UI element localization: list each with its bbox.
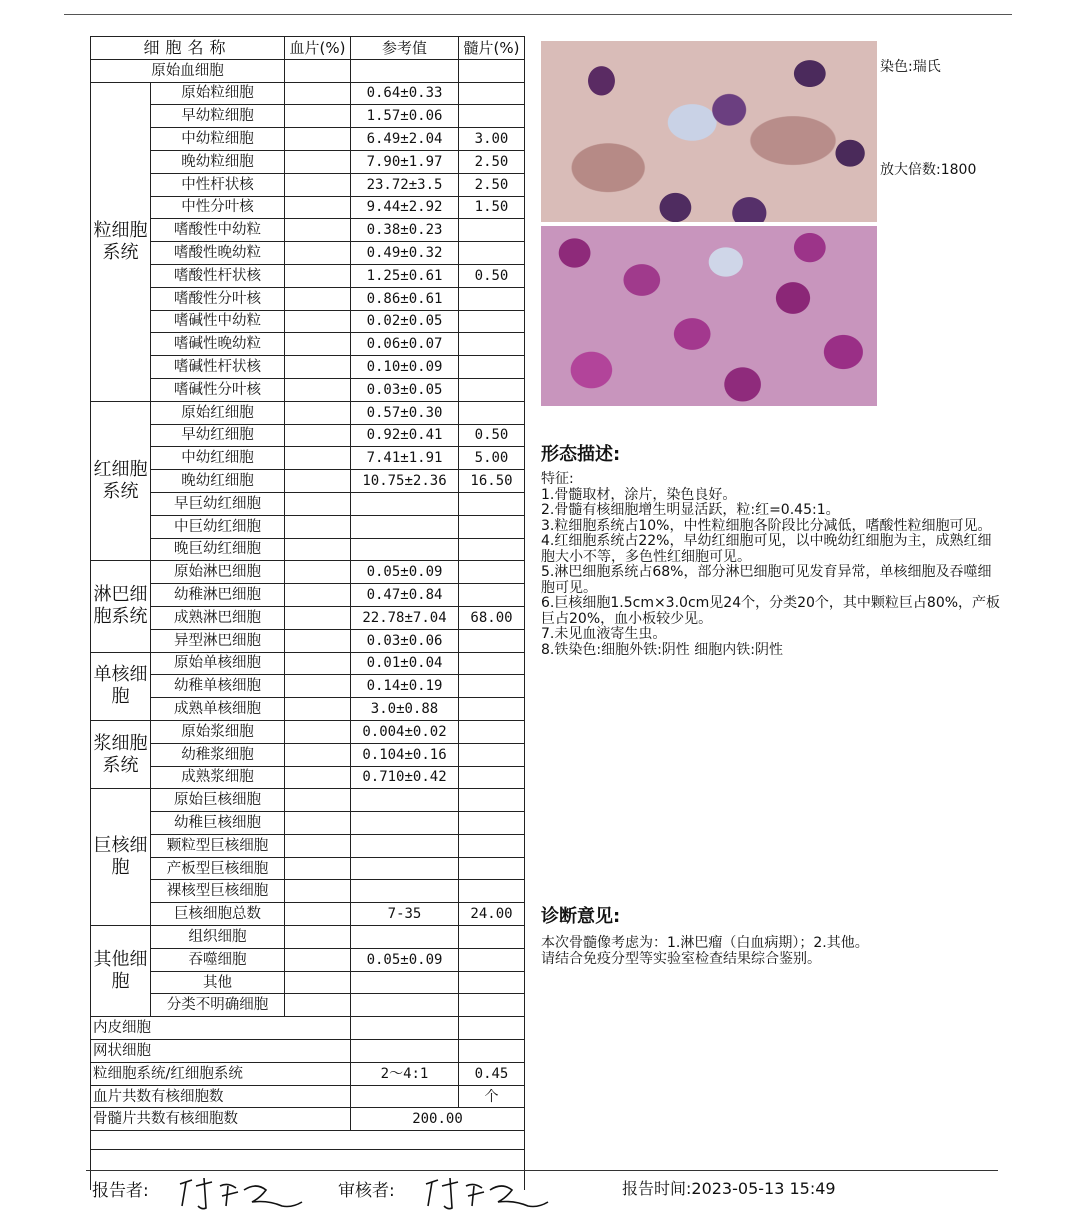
reference-value bbox=[351, 857, 459, 880]
morphology-line: 7.未见血液寄生虫。 bbox=[541, 626, 667, 642]
morphology-description bbox=[541, 472, 1001, 658]
blood-value bbox=[285, 743, 351, 766]
morphology-line: 4.红细胞系统占22%，早幼红细胞可见，以中晚幼红细胞为主，成熟红细胞大小不等，多色性红细胞可见。 bbox=[541, 533, 992, 565]
reference-value: 7.41±1.91 bbox=[351, 447, 459, 470]
header-cell-name: 细胞名称 bbox=[91, 37, 285, 60]
cell-count-table bbox=[90, 36, 525, 1190]
blood-value bbox=[285, 584, 351, 607]
blood-value bbox=[285, 287, 351, 310]
marrow-value bbox=[459, 310, 525, 333]
blood-count-row-label: 血片共数有核细胞数 bbox=[91, 1085, 351, 1108]
blood-value bbox=[285, 834, 351, 857]
table-row bbox=[91, 766, 525, 789]
blood-value bbox=[285, 629, 351, 652]
table-row bbox=[91, 492, 525, 515]
cell-name: 原始巨核细胞 bbox=[151, 789, 285, 812]
blood-value bbox=[285, 561, 351, 584]
reference-value: 0.710±0.42 bbox=[351, 766, 459, 789]
cell-name: 组织细胞 bbox=[151, 926, 285, 949]
marrow-value bbox=[459, 880, 525, 903]
reference-value: 0.03±0.06 bbox=[351, 629, 459, 652]
reference-value: 0.05±0.09 bbox=[351, 561, 459, 584]
cell-name: 异型淋巴细胞 bbox=[151, 629, 285, 652]
cell-name: 成熟淋巴细胞 bbox=[151, 606, 285, 629]
blood-value bbox=[285, 515, 351, 538]
blood-value bbox=[285, 492, 351, 515]
bottom-rule bbox=[86, 1170, 998, 1171]
reference-value bbox=[351, 789, 459, 812]
reference-value: 10.75±2.36 bbox=[351, 470, 459, 493]
table-row bbox=[91, 150, 525, 173]
table-row bbox=[91, 812, 525, 835]
reference-value: 6.49±2.04 bbox=[351, 128, 459, 151]
cell-name: 原始浆细胞 bbox=[151, 720, 285, 743]
table-row bbox=[91, 333, 525, 356]
endothelial-row-label: 内皮细胞 bbox=[91, 1017, 351, 1040]
marrow-value bbox=[459, 538, 525, 561]
table-row bbox=[91, 698, 525, 721]
cell-name: 嗜碱性中幼粒 bbox=[151, 310, 285, 333]
morphology-line: 5.淋巴细胞系统占68%，部分淋巴细胞可见发育异常，单核细胞及吞噬细胞可见。 bbox=[541, 564, 992, 596]
marrow-value bbox=[459, 219, 525, 242]
marrow-value: 3.00 bbox=[459, 128, 525, 151]
blood-count-row-reference bbox=[351, 1085, 459, 1108]
reference-value bbox=[351, 812, 459, 835]
cell-name: 嗜酸性分叶核 bbox=[151, 287, 285, 310]
cell-name: 早幼红细胞 bbox=[151, 424, 285, 447]
marrow-value bbox=[459, 698, 525, 721]
reference-value: 0.05±0.09 bbox=[351, 948, 459, 971]
endothelial-row-marrow bbox=[459, 1017, 525, 1040]
blood-value bbox=[285, 447, 351, 470]
marrow-value: 5.00 bbox=[459, 447, 525, 470]
cell-name: 嗜碱性杆状核 bbox=[151, 356, 285, 379]
cell-name: 嗜酸性中幼粒 bbox=[151, 219, 285, 242]
table-row bbox=[91, 926, 525, 949]
ratio-row-marrow: 0.45 bbox=[459, 1062, 525, 1085]
reviewer-label: 审核者: bbox=[338, 1181, 395, 1201]
table-row bbox=[91, 242, 525, 265]
reference-value bbox=[351, 994, 459, 1017]
header-blood-percent: 血片(%) bbox=[285, 37, 351, 60]
cell-name: 原始单核细胞 bbox=[151, 652, 285, 675]
diagnosis-line: 请结合免疫分型等实验室检查结果综合鉴别。 bbox=[541, 950, 821, 967]
morphology-line: 1.骨髓取材，涂片，染色良好。 bbox=[541, 486, 737, 503]
cell-name: 原始血细胞 bbox=[91, 59, 285, 82]
cell-name: 中幼粒细胞 bbox=[151, 128, 285, 151]
table-row bbox=[91, 59, 525, 82]
cell-name: 中性杆状核 bbox=[151, 173, 285, 196]
blank-row bbox=[91, 1131, 525, 1150]
blood-value bbox=[285, 128, 351, 151]
reference-value: 1.25±0.61 bbox=[351, 264, 459, 287]
reporter-label: 报告者: bbox=[92, 1181, 149, 1201]
blood-value bbox=[285, 105, 351, 128]
cell-name: 吞噬细胞 bbox=[151, 948, 285, 971]
blood-value bbox=[285, 606, 351, 629]
table-row bbox=[91, 789, 525, 812]
table-body bbox=[91, 59, 525, 1190]
table-row bbox=[91, 219, 525, 242]
morphology-title: 形态描述: bbox=[541, 444, 621, 465]
reference-value: 0.92±0.41 bbox=[351, 424, 459, 447]
reporter-signature bbox=[172, 1172, 312, 1212]
cell-name: 原始粒细胞 bbox=[151, 82, 285, 105]
cell-name: 其他 bbox=[151, 971, 285, 994]
marrow-value bbox=[459, 926, 525, 949]
marrow-value bbox=[459, 652, 525, 675]
reference-value bbox=[351, 971, 459, 994]
blood-value bbox=[285, 378, 351, 401]
reference-value: 1.57±0.06 bbox=[351, 105, 459, 128]
blood-value bbox=[285, 333, 351, 356]
marrow-value bbox=[459, 743, 525, 766]
marrow-value: 16.50 bbox=[459, 470, 525, 493]
reference-value bbox=[351, 834, 459, 857]
morphology-line: 2.骨髓有核细胞增生明显活跃，粒:红=0.45:1。 bbox=[541, 502, 840, 518]
blood-count-row bbox=[91, 1085, 525, 1108]
table-row bbox=[91, 857, 525, 880]
diagnosis-text bbox=[541, 936, 1001, 967]
table-row bbox=[91, 470, 525, 493]
endothelial-row bbox=[91, 1017, 525, 1040]
reference-value bbox=[351, 538, 459, 561]
table-row bbox=[91, 378, 525, 401]
reference-value: 0.02±0.05 bbox=[351, 310, 459, 333]
cell-name: 早巨幼红细胞 bbox=[151, 492, 285, 515]
micrograph-top bbox=[541, 41, 877, 222]
blood-value bbox=[285, 196, 351, 219]
cell-name: 原始淋巴细胞 bbox=[151, 561, 285, 584]
cell-name: 巨核细胞总数 bbox=[151, 903, 285, 926]
marrow-value bbox=[459, 242, 525, 265]
blood-value bbox=[285, 538, 351, 561]
reference-value: 23.72±3.5 bbox=[351, 173, 459, 196]
blood-value bbox=[285, 470, 351, 493]
table-row bbox=[91, 401, 525, 424]
blood-value bbox=[285, 675, 351, 698]
reference-value: 7-35 bbox=[351, 903, 459, 926]
cell-name: 幼稚浆细胞 bbox=[151, 743, 285, 766]
marrow-value bbox=[459, 629, 525, 652]
blood-value bbox=[285, 264, 351, 287]
reference-value: 0.64±0.33 bbox=[351, 82, 459, 105]
table-row bbox=[91, 834, 525, 857]
report-time: 报告时间:2023-05-13 15:49 bbox=[622, 1179, 836, 1198]
blood-value bbox=[285, 82, 351, 105]
cell-name: 嗜碱性分叶核 bbox=[151, 378, 285, 401]
reference-value: 0.38±0.23 bbox=[351, 219, 459, 242]
marrow-value bbox=[459, 59, 525, 82]
reference-value: 9.44±2.92 bbox=[351, 196, 459, 219]
table-row bbox=[91, 652, 525, 675]
reference-value bbox=[351, 880, 459, 903]
marrow-value: 2.50 bbox=[459, 150, 525, 173]
group-label: 浆细胞系统 bbox=[91, 720, 151, 788]
cell-name: 产板型巨核细胞 bbox=[151, 857, 285, 880]
table-row bbox=[91, 173, 525, 196]
reference-value: 0.86±0.61 bbox=[351, 287, 459, 310]
cell-name: 嗜酸性杆状核 bbox=[151, 264, 285, 287]
table-header-row bbox=[91, 37, 525, 60]
morphology-line: 6.巨核细胞1.5cm×3.0cm见24个，分类20个，其中颗粒巨占80%，产板巨占20%，血小板较少见。 bbox=[541, 595, 1001, 627]
reference-value: 0.03±0.05 bbox=[351, 378, 459, 401]
blood-value bbox=[285, 698, 351, 721]
marrow-value: 2.50 bbox=[459, 173, 525, 196]
group-label: 巨核细胞 bbox=[91, 789, 151, 926]
blood-value bbox=[285, 356, 351, 379]
marrow-value: 68.00 bbox=[459, 606, 525, 629]
table-row bbox=[91, 903, 525, 926]
cell-name: 颗粒型巨核细胞 bbox=[151, 834, 285, 857]
marrow-value bbox=[459, 105, 525, 128]
morphology-line: 3.粒细胞系统占10%，中性粒细胞各阶段比分减低，嗜酸性粒细胞可见。 bbox=[541, 517, 992, 534]
marrow-value: 1.50 bbox=[459, 196, 525, 219]
table-row bbox=[91, 82, 525, 105]
diagnosis-line: 本次骨髓像考虑为：1.淋巴瘤（白血病期）；2.其他。 bbox=[541, 935, 869, 951]
table-row bbox=[91, 675, 525, 698]
blood-value bbox=[285, 880, 351, 903]
magnification-label: 放大倍数:1800 bbox=[880, 162, 977, 178]
morphology-line: 8.铁染色:细胞外铁:阴性 细胞内铁:阴性 bbox=[541, 641, 783, 658]
blood-value bbox=[285, 310, 351, 333]
reference-value: 0.47±0.84 bbox=[351, 584, 459, 607]
cell-name: 晚幼粒细胞 bbox=[151, 150, 285, 173]
marrow-value: 0.50 bbox=[459, 424, 525, 447]
micrograph-bottom bbox=[541, 226, 877, 406]
reference-value bbox=[351, 926, 459, 949]
marrow-value bbox=[459, 857, 525, 880]
ratio-row bbox=[91, 1062, 525, 1085]
cell-name: 晚巨幼红细胞 bbox=[151, 538, 285, 561]
marrow-value bbox=[459, 675, 525, 698]
marrow-value bbox=[459, 948, 525, 971]
table-row bbox=[91, 629, 525, 652]
blood-value bbox=[285, 766, 351, 789]
reference-value: 0.06±0.07 bbox=[351, 333, 459, 356]
table-row bbox=[91, 606, 525, 629]
marrow-count-row bbox=[91, 1108, 525, 1131]
marrow-value bbox=[459, 378, 525, 401]
table-row bbox=[91, 743, 525, 766]
blood-value bbox=[285, 926, 351, 949]
cell-name: 分类不明确细胞 bbox=[151, 994, 285, 1017]
stain-label: 染色:瑞氏 bbox=[880, 59, 941, 75]
reference-value: 0.49±0.32 bbox=[351, 242, 459, 265]
group-label: 粒细胞系统 bbox=[91, 82, 151, 401]
reference-value: 0.004±0.02 bbox=[351, 720, 459, 743]
blood-value bbox=[285, 150, 351, 173]
table-row bbox=[91, 424, 525, 447]
marrow-value bbox=[459, 561, 525, 584]
blood-value bbox=[285, 173, 351, 196]
blood-value bbox=[285, 424, 351, 447]
marrow-value: 0.50 bbox=[459, 264, 525, 287]
reference-value bbox=[351, 59, 459, 82]
blood-value bbox=[285, 948, 351, 971]
cell-name: 成熟浆细胞 bbox=[151, 766, 285, 789]
morphology-line: 特征: bbox=[541, 471, 574, 487]
blood-value bbox=[285, 903, 351, 926]
reference-value: 22.78±7.04 bbox=[351, 606, 459, 629]
top-rule bbox=[64, 14, 1012, 15]
cell-name: 嗜碱性晚幼粒 bbox=[151, 333, 285, 356]
table-row bbox=[91, 994, 525, 1017]
cell-name: 早幼粒细胞 bbox=[151, 105, 285, 128]
table-row bbox=[91, 971, 525, 994]
table-row bbox=[91, 196, 525, 219]
marrow-value bbox=[459, 834, 525, 857]
marrow-value bbox=[459, 584, 525, 607]
group-label: 红细胞系统 bbox=[91, 401, 151, 561]
reference-value: 0.01±0.04 bbox=[351, 652, 459, 675]
reference-value: 3.0±0.88 bbox=[351, 698, 459, 721]
cell-name: 幼稚单核细胞 bbox=[151, 675, 285, 698]
marrow-value bbox=[459, 789, 525, 812]
reference-value: 0.10±0.09 bbox=[351, 356, 459, 379]
reference-value: 7.90±1.97 bbox=[351, 150, 459, 173]
table-row bbox=[91, 264, 525, 287]
table-row bbox=[91, 310, 525, 333]
marrow-value bbox=[459, 971, 525, 994]
blood-value bbox=[285, 59, 351, 82]
diagnosis-title: 诊断意见: bbox=[541, 906, 621, 927]
table-row bbox=[91, 584, 525, 607]
reference-value bbox=[351, 515, 459, 538]
blood-count-row-marrow: 个 bbox=[459, 1085, 525, 1108]
reticular-row-label: 网状细胞 bbox=[91, 1040, 351, 1063]
reference-value bbox=[351, 492, 459, 515]
cell-name: 中性分叶核 bbox=[151, 196, 285, 219]
group-label: 淋巴细胞系统 bbox=[91, 561, 151, 652]
blood-value bbox=[285, 857, 351, 880]
cell-name: 裸核型巨核细胞 bbox=[151, 880, 285, 903]
blood-value bbox=[285, 994, 351, 1017]
group-label: 其他细胞 bbox=[91, 926, 151, 1017]
blood-value bbox=[285, 401, 351, 424]
cell-name: 晚幼红细胞 bbox=[151, 470, 285, 493]
table-row bbox=[91, 356, 525, 379]
marrow-value bbox=[459, 82, 525, 105]
cell-name: 嗜酸性晚幼粒 bbox=[151, 242, 285, 265]
cell-name: 成熟单核细胞 bbox=[151, 698, 285, 721]
marrow-value bbox=[459, 720, 525, 743]
table-row bbox=[91, 287, 525, 310]
reviewer-signature bbox=[418, 1172, 558, 1212]
endothelial-row-reference bbox=[351, 1017, 459, 1040]
marrow-value bbox=[459, 515, 525, 538]
blood-value bbox=[285, 720, 351, 743]
reticular-row-reference bbox=[351, 1040, 459, 1063]
blood-value bbox=[285, 652, 351, 675]
table-row bbox=[91, 128, 525, 151]
marrow-value bbox=[459, 356, 525, 379]
table-row bbox=[91, 538, 525, 561]
blood-value bbox=[285, 242, 351, 265]
table-row bbox=[91, 880, 525, 903]
marrow-value bbox=[459, 812, 525, 835]
cell-name: 幼稚淋巴细胞 bbox=[151, 584, 285, 607]
table-row bbox=[91, 447, 525, 470]
cell-name: 中巨幼红细胞 bbox=[151, 515, 285, 538]
table-row bbox=[91, 561, 525, 584]
footer-divider bbox=[524, 1135, 525, 1170]
ratio-row-reference: 2～4:1 bbox=[351, 1062, 459, 1085]
reference-value: 0.104±0.16 bbox=[351, 743, 459, 766]
table-row bbox=[91, 948, 525, 971]
cell-name: 幼稚巨核细胞 bbox=[151, 812, 285, 835]
blood-value bbox=[285, 812, 351, 835]
blood-value bbox=[285, 789, 351, 812]
marrow-value: 24.00 bbox=[459, 903, 525, 926]
marrow-value bbox=[459, 994, 525, 1017]
reference-value: 0.57±0.30 bbox=[351, 401, 459, 424]
blood-value bbox=[285, 971, 351, 994]
table-row bbox=[91, 105, 525, 128]
cell-name: 原始红细胞 bbox=[151, 401, 285, 424]
group-label: 单核细胞 bbox=[91, 652, 151, 720]
header-reference: 参考值 bbox=[351, 37, 459, 60]
reference-value: 0.14±0.19 bbox=[351, 675, 459, 698]
marrow-value bbox=[459, 401, 525, 424]
marrow-value bbox=[459, 766, 525, 789]
marrow-count-row-label: 骨髓片共数有核细胞数 bbox=[91, 1108, 351, 1131]
reticular-row bbox=[91, 1040, 525, 1063]
table-row bbox=[91, 515, 525, 538]
table-row bbox=[91, 720, 525, 743]
header-marrow-percent: 髓片(%) bbox=[459, 37, 525, 60]
marrow-count-row-value: 200.00 bbox=[351, 1108, 525, 1131]
cell-name: 中幼红细胞 bbox=[151, 447, 285, 470]
marrow-value bbox=[459, 492, 525, 515]
ratio-row-label: 粒细胞系统/红细胞系统 bbox=[91, 1062, 351, 1085]
reticular-row-marrow bbox=[459, 1040, 525, 1063]
blood-value bbox=[285, 219, 351, 242]
marrow-value bbox=[459, 333, 525, 356]
marrow-value bbox=[459, 287, 525, 310]
